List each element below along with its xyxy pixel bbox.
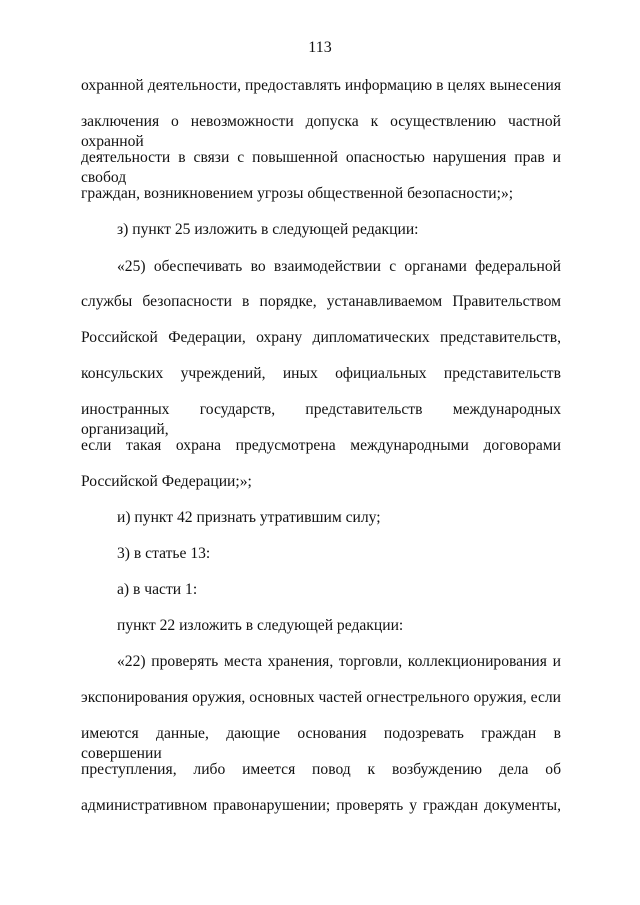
text-line: Российской Федерации, охрану дипломатических представительств, — [81, 329, 561, 346]
text-line: административном правонарушении; проверять у граждан документы, — [81, 797, 561, 814]
text-line: экспонирования оружия, основных частей огнестрельного оружия, если — [81, 689, 561, 706]
page-number: 113 — [308, 39, 332, 56]
text-line: Российской Федерации;»; — [81, 473, 252, 490]
text-line: пункт 22 изложить в следующей редакции: — [117, 617, 404, 634]
text-line: имеются данные, дающие основания подозревать граждан в совершении — [81, 725, 561, 762]
text-line: з) пункт 25 изложить в следующей редакции: — [117, 221, 419, 238]
text-line: если такая охрана предусмотрена международными договорами — [81, 437, 561, 454]
text-line: 3) в статье 13: — [117, 545, 211, 562]
text-line: «22) проверять места хранения, торговли, коллекционирования и — [117, 653, 561, 670]
text-line: консульских учреждений, иных официальных представительств — [81, 365, 561, 382]
text-line: преступления, либо имеется повод к возбуждению дела об — [81, 761, 561, 778]
text-line: иностранных государств, представительств международных организаций, — [81, 401, 561, 438]
text-line: граждан, возникновением угрозы общественной безопасности;»; — [81, 185, 514, 202]
text-line: а) в части 1: — [117, 581, 198, 598]
text-line: деятельности в связи с повышенной опасностью нарушения прав и свобод — [81, 149, 561, 186]
text-line: и) пункт 42 признать утратившим силу; — [117, 509, 381, 526]
text-line: «25) обеспечивать во взаимодействии с органами федеральной — [117, 258, 561, 275]
text-line: заключения о невозможности допуска к осуществлению частной охранной — [81, 113, 561, 150]
text-line: охранной деятельности, предоставлять информацию в целях вынесения — [81, 77, 561, 94]
text-line: службы безопасности в порядке, устанавливаемом Правительством — [81, 293, 561, 310]
